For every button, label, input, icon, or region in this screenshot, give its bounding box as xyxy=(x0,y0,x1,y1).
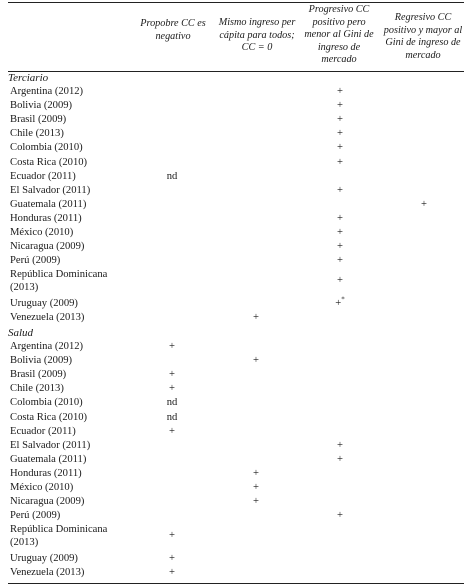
table-cell-col1: nd xyxy=(166,397,178,409)
table-cell-col1: + xyxy=(169,341,175,352)
table-cell-col2: + xyxy=(253,482,259,493)
row-label: Chile (2013) xyxy=(10,128,64,140)
row-label: Ecuador (2011) xyxy=(10,170,76,182)
table-cell-col3: + xyxy=(337,114,343,126)
table-cell-col3: + xyxy=(337,453,343,465)
header-rule xyxy=(8,71,464,72)
table-cell-col3: + xyxy=(337,86,343,97)
header-col1: Propobre CC es negativo xyxy=(140,18,206,42)
table-cell-col3: + xyxy=(337,275,343,287)
table-cell-col2: + xyxy=(253,496,259,508)
bottom-rule xyxy=(8,583,464,584)
row-label: Venezuela (2013) xyxy=(10,311,85,323)
row-label: Perú (2009) xyxy=(10,255,61,267)
table-cell-col3: + xyxy=(337,184,343,196)
row-label: El Salvador (2011) xyxy=(10,439,91,451)
row-label: República Dominicana (2013) xyxy=(10,524,108,549)
row-label: Chile (2013) xyxy=(10,383,64,395)
row-label: Perú (2009) xyxy=(10,510,61,522)
row-label: Costa Rica (2010) xyxy=(10,156,88,168)
row-label: Colombia (2010) xyxy=(10,397,83,409)
row-label: Honduras (2011) xyxy=(10,467,82,479)
table-cell-col3: + xyxy=(337,156,343,168)
table-cell-col1: + xyxy=(169,552,175,564)
table-cell-col1: nd xyxy=(166,170,178,182)
row-label: República Dominicana (2013) xyxy=(10,269,108,294)
table-cell-col3: + xyxy=(337,255,343,267)
top-rule xyxy=(8,2,464,3)
row-label: Brasil (2009) xyxy=(10,114,67,126)
row-label: Bolivia (2009) xyxy=(10,355,73,367)
row-label: Venezuela (2013) xyxy=(10,566,85,578)
row-label: El Salvador (2011) xyxy=(10,184,91,196)
table-cell-col2: + xyxy=(253,355,259,367)
table-cell-col3: + xyxy=(337,128,343,140)
table-cell-col1: + xyxy=(169,566,175,578)
row-label: Brasil (2009) xyxy=(10,369,67,381)
table-cell-col1: nd xyxy=(166,411,178,423)
header-col4: Regresivo CC positivo y mayor al Gini de ingreso de mercado xyxy=(383,12,463,61)
table-cell-col1: + xyxy=(169,530,175,542)
row-label: Guatemala (2011) xyxy=(10,198,87,210)
section-title: Terciario xyxy=(8,72,49,84)
table-cell-col1: + xyxy=(169,383,175,395)
table-cell-col1: + xyxy=(169,425,175,437)
row-label: Uruguay (2009) xyxy=(10,297,78,309)
table-cell-col3: + xyxy=(337,510,343,522)
row-label: Honduras (2011) xyxy=(10,212,82,224)
table-cell-col3: +* xyxy=(335,294,345,309)
row-label: Uruguay (2009) xyxy=(10,552,78,564)
table-cell-col1: + xyxy=(169,369,175,381)
row-label: Colombia (2010) xyxy=(10,142,83,154)
table-cell-col4: + xyxy=(421,198,427,210)
table-cell-col3: + xyxy=(337,142,343,154)
row-label: México (2010) xyxy=(10,227,74,238)
row-label: Guatemala (2011) xyxy=(10,453,87,465)
header-col3: Progresivo CC positivo pero menor al Gini de ingreso de mercado xyxy=(304,4,374,65)
table-cell-col2: + xyxy=(253,311,259,323)
header-col2: Mismo ingreso per cápita para todos; CC = 0 xyxy=(218,17,296,53)
row-label: Argentina (2012) xyxy=(10,86,84,97)
row-label: Ecuador (2011) xyxy=(10,425,76,437)
row-label: Bolivia (2009) xyxy=(10,100,73,112)
table-cell-col2: + xyxy=(253,467,259,479)
row-label: Costa Rica (2010) xyxy=(10,411,88,423)
section-title: Salud xyxy=(8,327,34,339)
table-cell-col3: + xyxy=(337,212,343,224)
table-cell-col3: + xyxy=(337,227,343,238)
table-cell-col3: + xyxy=(337,439,343,451)
table-cell-col3: + xyxy=(337,100,343,112)
table-cell-col3: + xyxy=(337,241,343,253)
row-label: Nicaragua (2009) xyxy=(10,496,85,508)
row-label: México (2010) xyxy=(10,482,74,493)
row-label: Argentina (2012) xyxy=(10,341,84,352)
row-label: Nicaragua (2009) xyxy=(10,241,85,253)
